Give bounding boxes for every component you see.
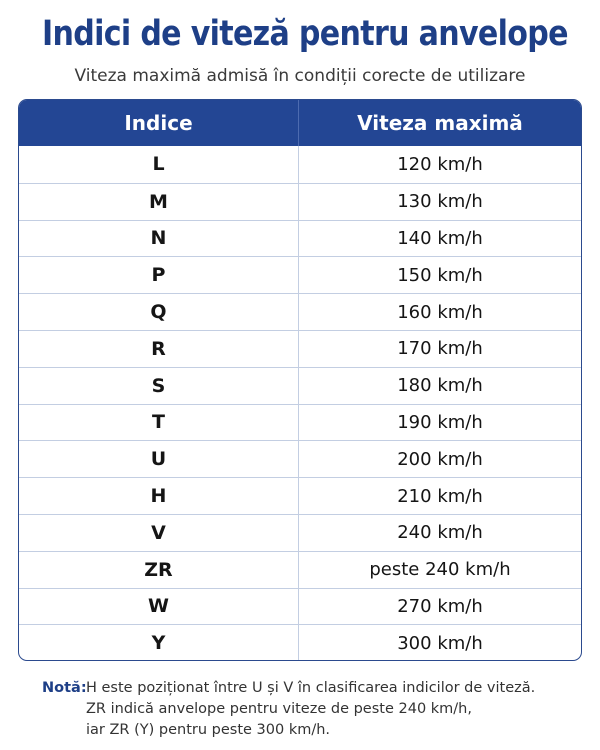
speed-cell: peste 240 km/h — [369, 559, 511, 581]
speed-cell: 130 km/h — [397, 191, 483, 213]
footnote-text: iar ZR (Y) pentru peste 300 km/h. — [86, 722, 331, 738]
table-row — [19, 588, 581, 625]
table-row — [19, 256, 581, 293]
table-header — [19, 100, 581, 146]
table-row — [19, 477, 581, 514]
index-cell: S — [19, 368, 299, 404]
index-cell: R — [19, 331, 299, 367]
index-cell: U — [19, 441, 299, 477]
table-row — [19, 293, 581, 330]
table-row — [19, 146, 581, 183]
table-row — [19, 183, 581, 220]
footnote-line — [42, 720, 535, 741]
index-cell: Y — [19, 625, 299, 661]
speed-cell: 140 km/h — [397, 227, 483, 249]
speed-cell: 200 km/h — [397, 448, 483, 470]
index-cell: M — [19, 184, 299, 220]
footnote-line — [42, 678, 535, 699]
speed-cell: 210 km/h — [397, 485, 483, 507]
header-max-speed: Viteza maximă — [357, 111, 523, 135]
index-cell: N — [19, 221, 299, 257]
table-row — [19, 514, 581, 551]
speed-cell: 150 km/h — [397, 264, 483, 286]
speed-cell: 270 km/h — [397, 595, 483, 617]
header-index: Indice — [19, 100, 299, 146]
page-title: Indici de viteză pentru anvelope — [42, 14, 568, 54]
table-row — [19, 624, 581, 661]
footnote-text: H este poziționat între U și V în clasificarea indicilor de viteză. — [86, 680, 536, 696]
index-cell: V — [19, 515, 299, 551]
table-row — [19, 330, 581, 367]
footnote-line — [42, 699, 535, 720]
speed-cell: 180 km/h — [397, 375, 483, 397]
footnote — [42, 678, 535, 741]
speed-cell: 160 km/h — [397, 301, 483, 323]
speed-cell: 170 km/h — [397, 338, 483, 360]
index-cell: L — [19, 146, 299, 183]
index-cell: W — [19, 589, 299, 625]
index-cell: T — [19, 405, 299, 441]
table-row — [19, 220, 581, 257]
table-row — [19, 367, 581, 404]
footnote-label: Notă: — [42, 680, 87, 696]
index-cell: Q — [19, 294, 299, 330]
index-cell: ZR — [19, 552, 299, 588]
speed-cell: 300 km/h — [397, 632, 483, 654]
speed-cell: 120 km/h — [397, 153, 483, 175]
index-cell: H — [19, 478, 299, 514]
footnote-text: ZR indică anvelope pentru viteze de peste 240 km/h, — [86, 701, 472, 717]
page-subtitle: Viteza maximă admisă în condiții corecte de utilizare — [74, 66, 526, 86]
table-row — [19, 551, 581, 588]
speed-cell: 190 km/h — [397, 411, 483, 433]
table-row — [19, 404, 581, 441]
speed-cell: 240 km/h — [397, 522, 483, 544]
index-cell: P — [19, 257, 299, 293]
table-row — [19, 440, 581, 477]
speed-index-table — [18, 99, 582, 661]
